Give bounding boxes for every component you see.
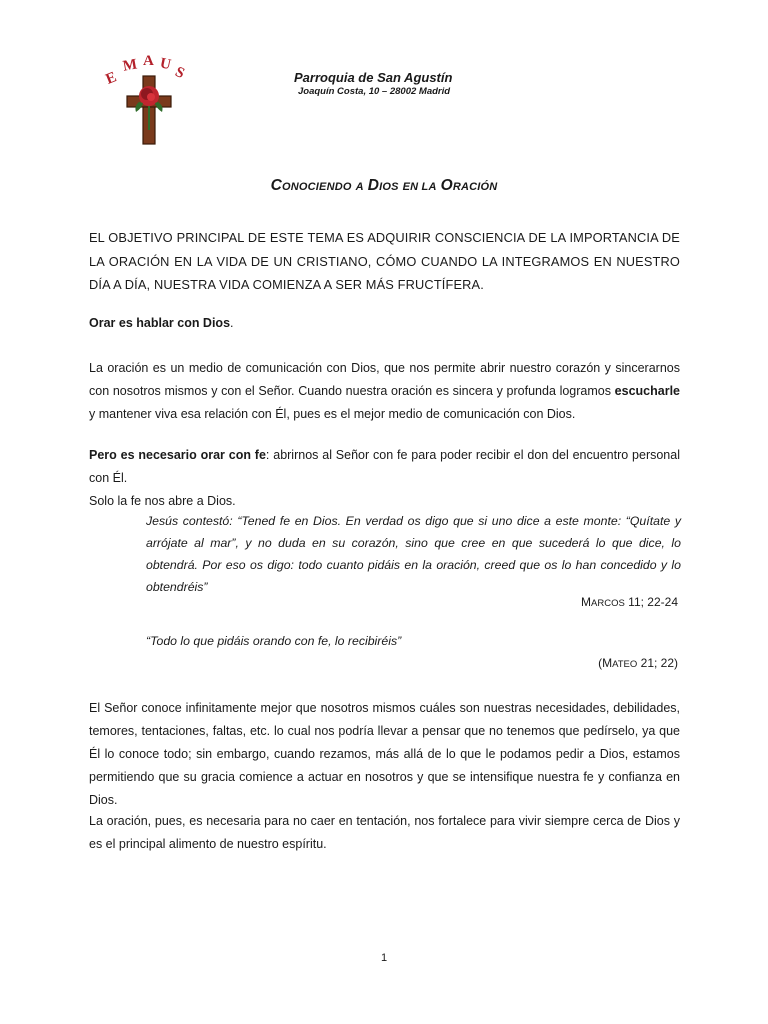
- paragraph-2-text-b: Solo la fe nos abre a Dios.: [89, 494, 236, 508]
- paragraph-2: [89, 444, 680, 513]
- ref2-num: 21; 22): [640, 656, 678, 670]
- ref2-cap: M: [602, 656, 613, 670]
- objective-paragraph: EL OBJETIVO PRINCIPAL DE ESTE TEMA ES ADQUIRIR CONSCIENCIA DE LA IMPORTANCIA DE LA ORACIÓN EN LA VIDA DE UN CRISTIANO, CÓMO CUANDO LA INTEGRAMOS EN NUESTRO DÍA A DÍA, NUESTRA VIDA COMIENZA A SER MÁS FRUCTÍFERA.: [89, 230, 680, 292]
- section-heading: [89, 312, 680, 335]
- paragraph-1-bold: escucharle: [614, 384, 680, 398]
- svg-text:E: E: [103, 69, 119, 88]
- svg-text:S: S: [172, 63, 187, 82]
- paragraph-3: El Señor conoce infinitamente mejor que nosotros mismos cuáles son nuestras necesidades, debilidades, temores, tentaciones, faltas, etc. lo cual nos podría llevar a pensar que no tenemos que pedírselo, ya que Él lo conoce todo; sin embargo, cuando rezamos, más allá de lo que le podamos pedir a Dios, estamos permitiendo que su gracia comience a actuar en nosotros y que se intensifique nuestra fe y confianza en Dios.: [89, 701, 680, 807]
- title-cap: D: [367, 177, 380, 194]
- ref1-num: 11; 22-24: [628, 595, 678, 609]
- paragraph-1: [89, 357, 680, 426]
- parish-name: Parroquia de San Agustín: [294, 70, 453, 85]
- paragraph-1-text-b: y mantener viva esa relación con Él, pues es el mejor medio de comunicación con Dios.: [89, 407, 576, 421]
- page-number: 1: [380, 952, 388, 964]
- bible-quote-2: “Todo lo que pidáis orando con fe, lo recibiréis”: [146, 634, 402, 648]
- ref1-cap: M: [581, 595, 592, 609]
- title-rest: ONOCIENDO: [281, 181, 352, 193]
- bible-reference-2: [598, 656, 678, 670]
- title-rest: RACIÓN: [452, 181, 498, 193]
- section-heading-period: .: [230, 316, 234, 330]
- document-title: [0, 177, 768, 195]
- paragraph-4: La oración, pues, es necesaria para no caer en tentación, nos fortalece para vivir siempre cerca de Dios y es el principal alimento de nuestro espíritu.: [89, 814, 680, 851]
- bible-quote-1: Jesús contestó: “Tened fe en Dios. En verdad os digo que si uno dice a este monte: “Quítate y arrójate al mar”, y no duda en su corazón, sino que cree en que sucederá lo que dice, lo obtendrá. Por eso os digo: todo cuanto pidáis en la oración, creed que os lo han concedido y lo obtendréis”: [146, 514, 681, 594]
- ref2-open: (: [598, 656, 603, 670]
- svg-text:U: U: [158, 55, 173, 74]
- ref2-rest: ATEO: [612, 659, 638, 670]
- title-cap: C: [270, 177, 282, 194]
- section-heading-text: Orar es hablar con Dios: [89, 316, 231, 330]
- paragraph-2-text-a: : abrirnos al Señor con fe para poder recibir el don del encuentro personal con Él.: [89, 448, 680, 485]
- svg-text:A: A: [143, 53, 154, 69]
- title-rest: IOS: [379, 181, 399, 193]
- title-word: EN LA: [402, 181, 437, 193]
- svg-text:M: M: [121, 56, 139, 75]
- paragraph-1-text-a: La oración es un medio de comunicación con Dios, que nos permite abrir nuestro corazón y sincerarnos con nosotros mismos y con el Señor. Cuando nuestra oración es sincera y profunda logramos: [89, 361, 680, 398]
- title-word: A: [355, 181, 364, 193]
- ref1-rest: ARCOS: [591, 598, 625, 609]
- emaus-cross-logo: [98, 50, 198, 146]
- parish-address: Joaquín Costa, 10 – 28002 Madrid: [298, 86, 451, 97]
- bible-reference-1: [581, 595, 678, 609]
- paragraph-2-bold: Pero es necesario orar con fe: [89, 448, 266, 462]
- title-cap: O: [440, 177, 453, 194]
